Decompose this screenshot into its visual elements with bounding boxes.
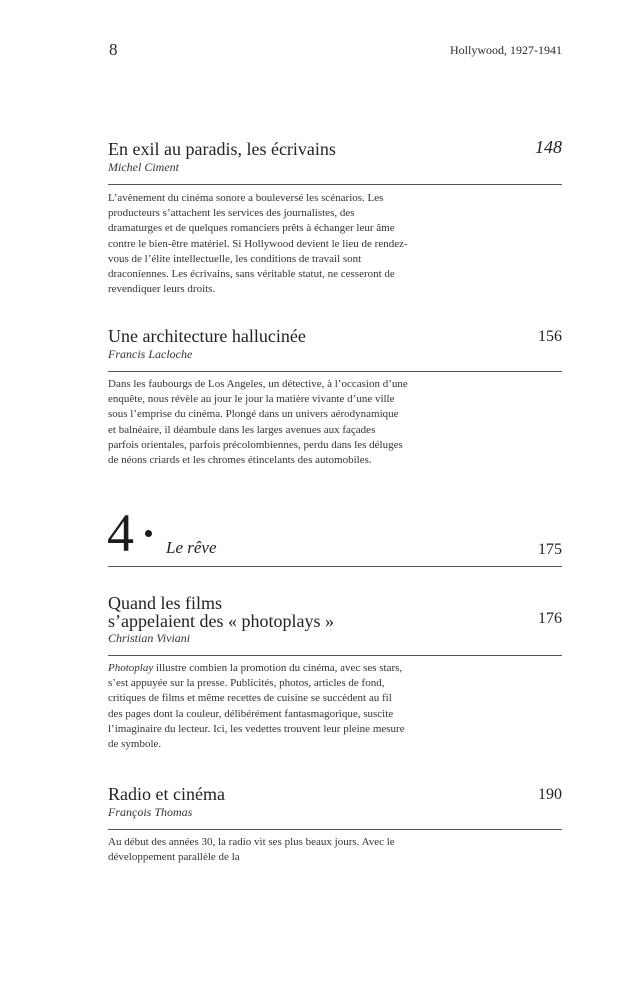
chapter-number-dot: [145, 530, 152, 537]
entry-summary: Dans les faubourgs de Los Angeles, un détective, à l’occasion d’une enquête, nous révèle au jour le jour la matière vivante d’une ville sous l’emprise du cinéma. Plongé dans un univers aérodynamique et balnéaire, il déambule dans les larges avenues aux façades parfois orientales, parfois précolombiennes, perdu dans les déluges de néons criards et les chromes étincelants des automobiles.: [108, 378, 408, 467]
entry-page-number: 148: [535, 137, 562, 157]
divider: [108, 184, 562, 185]
page-number: 8: [109, 40, 118, 59]
entry-summary: Au début des années 30, la radio vit ses plus beaux jours. Avec le développement parallèle de la: [108, 836, 395, 864]
chapter-title: Le rêve: [166, 538, 217, 557]
chapter-number: 4: [107, 503, 134, 563]
divider: [108, 566, 562, 567]
entry-summary: [108, 661, 408, 752]
divider: [108, 371, 562, 372]
entry-title-line: s’appelaient des « photoplays »: [108, 611, 334, 631]
entry-summary: L’avènement du cinéma sonore a bouleversé les scénarios. Les producteurs s’attachent les services des journalistes, des dramaturges et de quelques romanciers prêts à échanger leur âme contre le bien-être matériel. Si Hollywood devient le lieu de rendez-vous de l’élite intellectuelle, les conditions de travail sont draconiennes. Les écrivains, sans véritable statut, ne cesseront de revendiquer leurs droits.: [108, 192, 408, 296]
entry-page-number: 156: [538, 328, 562, 345]
entry-page-number: 176: [538, 610, 562, 627]
entry-author: Francis Lacloche: [108, 347, 193, 361]
entry-title: Radio et cinéma: [108, 784, 225, 804]
chapter-page-number: 175: [538, 541, 562, 558]
divider: [108, 829, 562, 830]
entry-author: Michel Ciment: [108, 160, 179, 174]
divider: [108, 655, 562, 656]
entry-title: En exil au paradis, les écrivains: [108, 139, 336, 159]
summary-emphasis: Photoplay: [108, 662, 154, 674]
entry-page-number: 190: [538, 786, 562, 803]
entry-title: Une architecture hallucinée: [108, 326, 306, 346]
summary-text: illustre combien la promotion du cinéma, avec ses stars, s’est appuyée sur la presse. Publicités, photos, articles de fond, critiques de films et même recettes de cuisine se succèdent au fil des pages dont la couleur, délibérément fantasmagorique, suscite l’imaginaire du lecteur. Ici, les vedettes trouvent leur pleine mesure de symbole.: [108, 662, 405, 751]
entry-author: Christian Viviani: [108, 631, 191, 645]
entry-title-line: Quand les films: [108, 593, 222, 613]
running-head: Hollywood, 1927-1941: [450, 43, 562, 57]
entry-author: François Thomas: [108, 805, 193, 819]
